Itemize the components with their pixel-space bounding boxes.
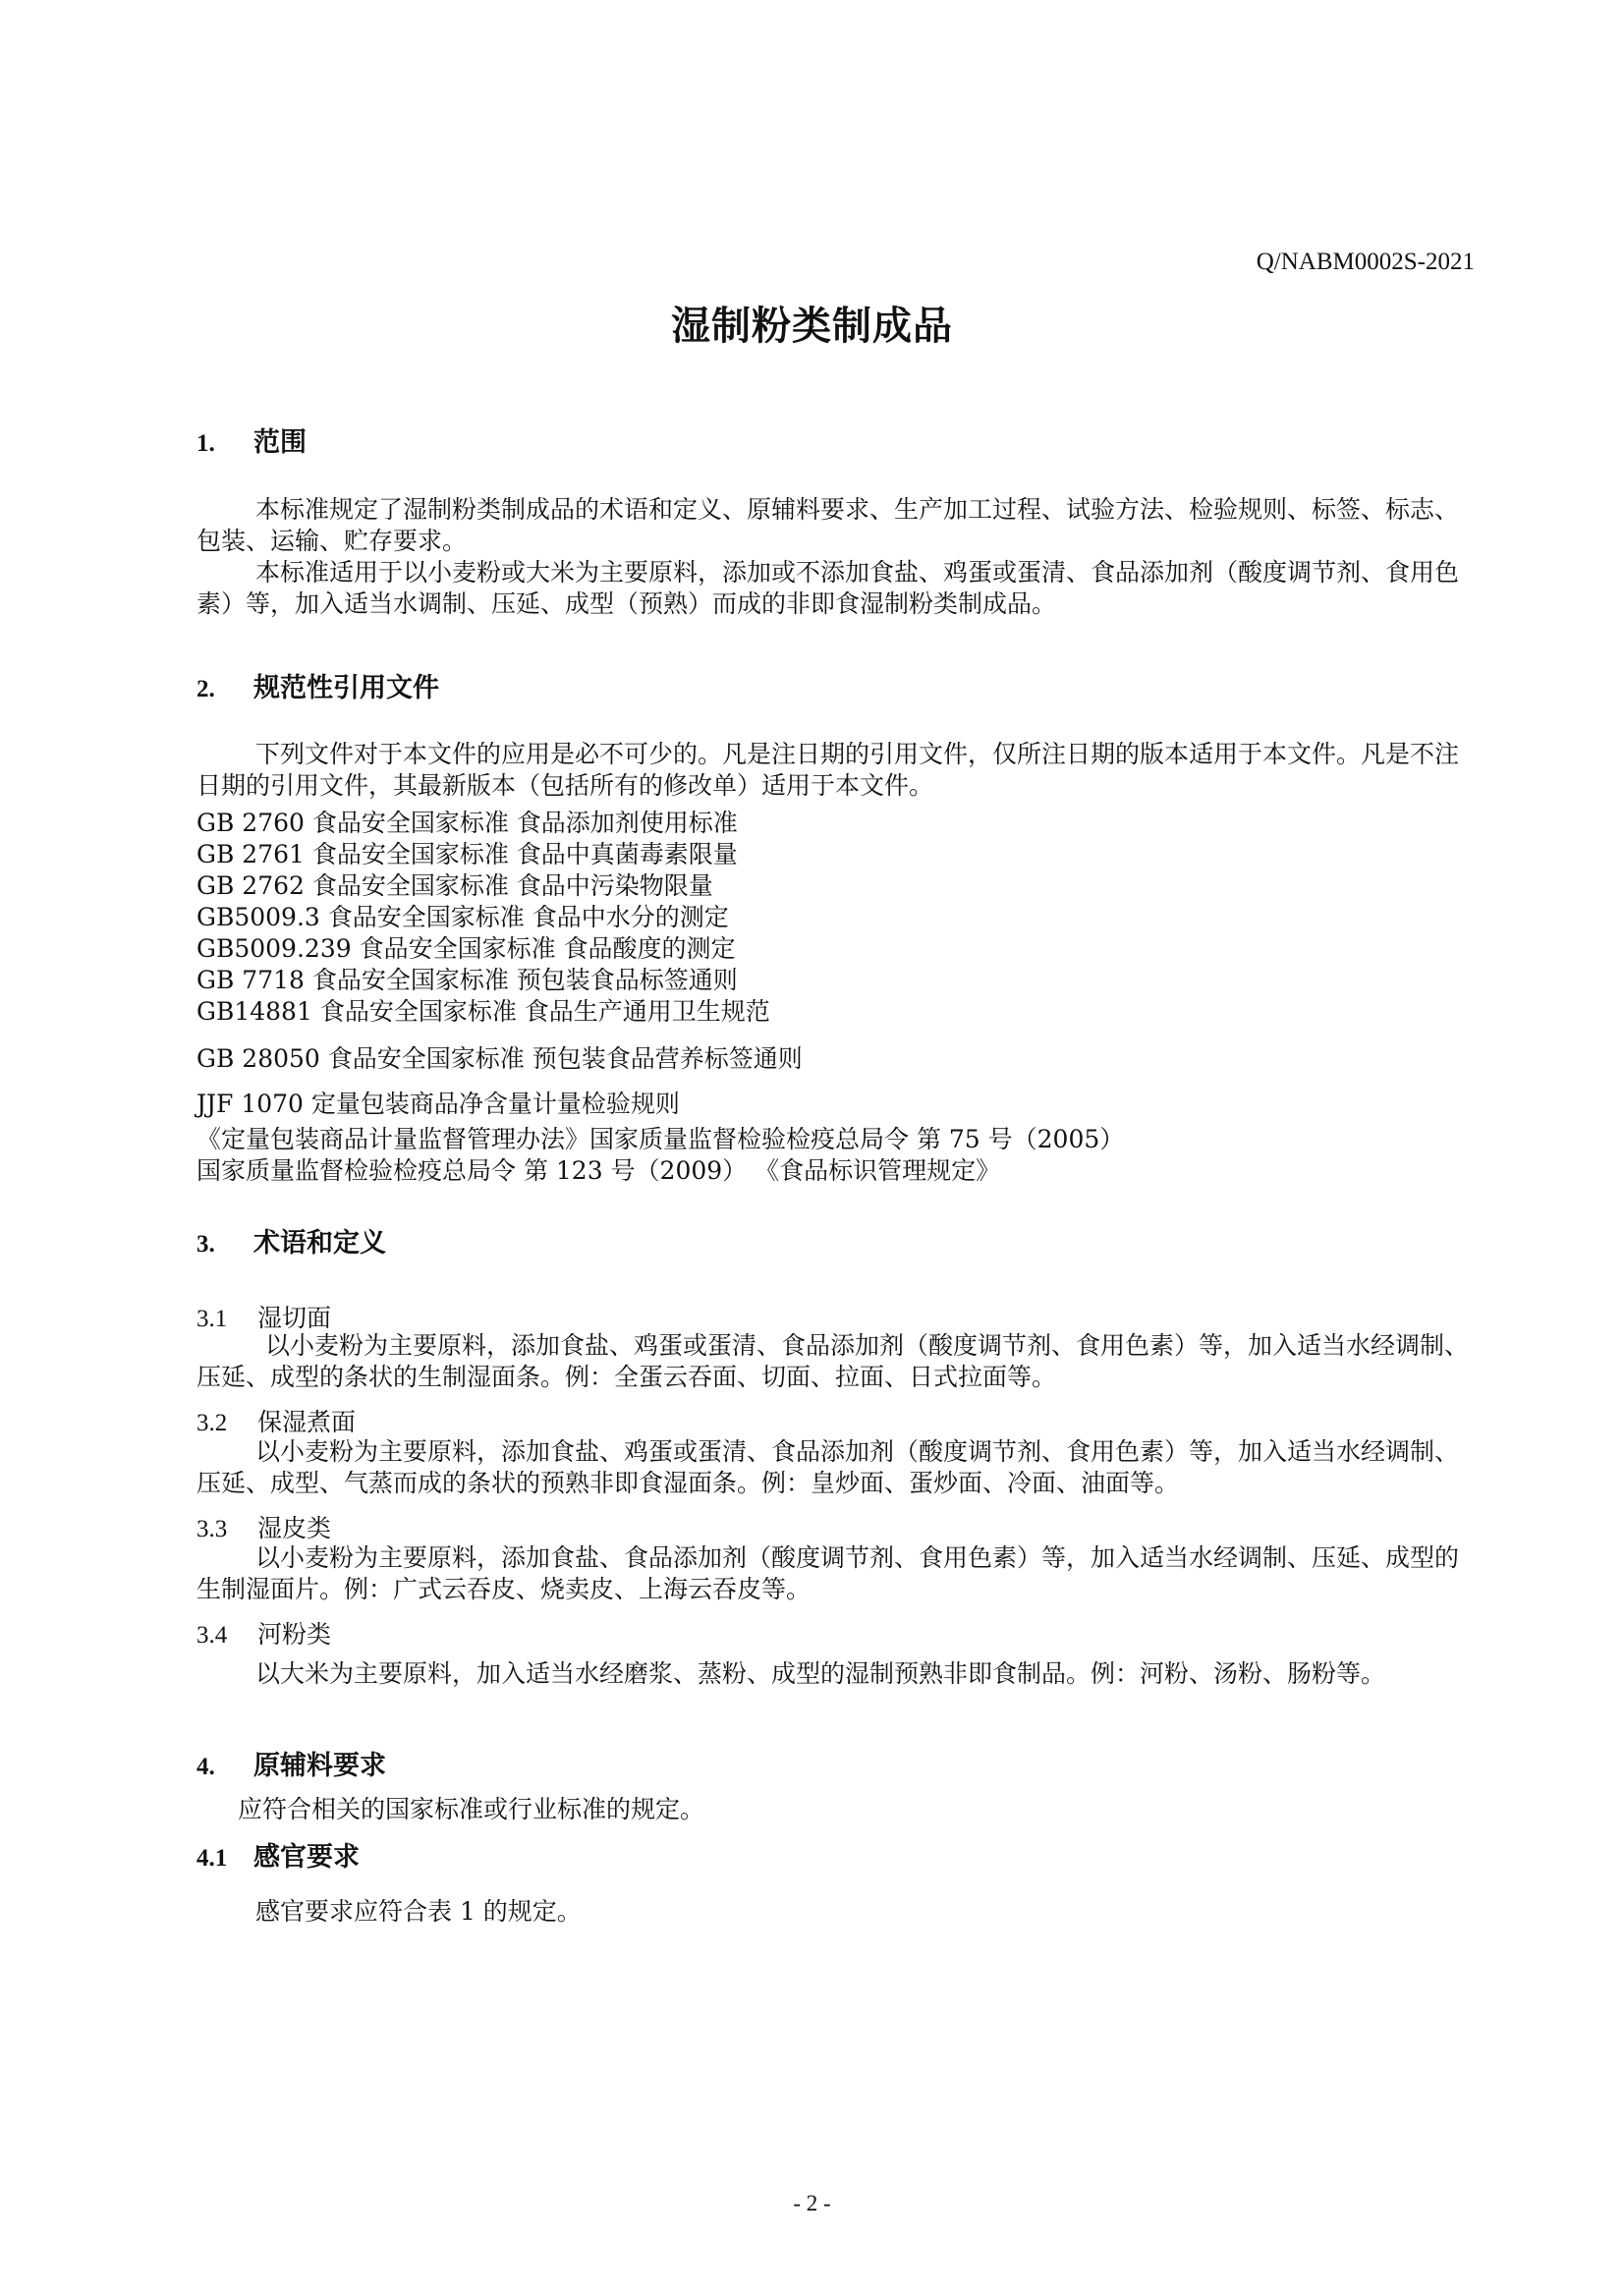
reference-item: 《定量包装商品计量监督管理办法》国家质量监督检验检疫总局令 第 75 号（2005） bbox=[196, 1125, 1125, 1153]
section-number: 2. bbox=[196, 676, 215, 702]
term-definition: 以小麦粉为主要原料，添加食盐、食品添加剂（酸度调节剂、食用色素）等，加入适当水经调制、压延、成型的生制湿面片。例：广式云吞皮、烧卖皮、上海云吞皮等。 bbox=[196, 1543, 1460, 1603]
reference-item: 国家质量监督检验检疫总局令 第 123 号（2009） 《食品标识管理规定》 bbox=[196, 1156, 1001, 1185]
term-name: 湿切面 bbox=[257, 1304, 332, 1332]
reference-item: GB14881 食品安全国家标准 食品生产通用卫生规范 bbox=[196, 997, 770, 1026]
section-number: 4. bbox=[196, 1754, 215, 1780]
term-number: 3.1 bbox=[196, 1306, 228, 1332]
term-heading bbox=[196, 1299, 331, 1334]
reference-item: GB5009.3 食品安全国家标准 食品中水分的测定 bbox=[196, 903, 729, 931]
section-number: 1. bbox=[196, 430, 215, 457]
section-number: 4.1 bbox=[196, 1845, 228, 1872]
term-number: 3.2 bbox=[196, 1410, 228, 1436]
paragraph: 本标准适用于以小麦粉或大米为主要原料，添加或不添加食盐、鸡蛋或蛋清、食品添加剂（酸度调节剂、食用色素）等，加入适当水调制、压延、成型（预熟）而成的非即食湿制粉类制成品。 bbox=[196, 558, 1460, 618]
section-heading-sensory bbox=[196, 1835, 360, 1874]
section-title: 术语和定义 bbox=[253, 1228, 386, 1259]
term-number: 3.3 bbox=[196, 1516, 228, 1542]
section-heading-references bbox=[196, 666, 439, 704]
document-title: 湿制粉类制成品 bbox=[671, 304, 953, 349]
reference-item: GB5009.239 食品安全国家标准 食品酸度的测定 bbox=[196, 934, 736, 963]
term-name: 湿皮类 bbox=[257, 1514, 332, 1542]
section-title: 感官要求 bbox=[253, 1842, 360, 1873]
reference-item: GB 2761 食品安全国家标准 食品中真菌毒素限量 bbox=[196, 840, 738, 868]
paragraph: 本标准规定了湿制粉类制成品的术语和定义、原辅料要求、生产加工过程、试验方法、检验规则、标签、标志、包装、运输、贮存要求。 bbox=[196, 495, 1460, 555]
paragraph: 下列文件对于本文件的应用是必不可少的。凡是注日期的引用文件，仅所注日期的版本适用于本文件。凡是不注日期的引用文件，其最新版本（包括所有的修改单）适用于本文件。 bbox=[196, 740, 1460, 800]
section-heading-scope bbox=[196, 420, 307, 459]
term-heading bbox=[196, 1615, 331, 1651]
reference-item: JJF 1070 定量包装商品净含量计量检验规则 bbox=[196, 1090, 680, 1118]
term-name: 河粉类 bbox=[257, 1620, 332, 1649]
document-code: Q/NABM0002S-2021 bbox=[1256, 249, 1475, 275]
page-number: - 2 - bbox=[793, 2191, 831, 2215]
section-title: 规范性引用文件 bbox=[253, 673, 439, 703]
section-number: 3. bbox=[196, 1231, 215, 1258]
term-number: 3.4 bbox=[196, 1622, 228, 1649]
reference-item: GB 28050 食品安全国家标准 预包装食品营养标签通则 bbox=[196, 1044, 803, 1073]
paragraph: 感官要求应符合表 1 的规定。 bbox=[255, 1897, 582, 1926]
section-heading-materials bbox=[196, 1744, 386, 1782]
section-title: 范围 bbox=[253, 427, 307, 458]
reference-item: GB 2760 食品安全国家标准 食品添加剂使用标准 bbox=[196, 809, 738, 837]
section-heading-terms bbox=[196, 1221, 386, 1259]
term-heading bbox=[196, 1509, 331, 1544]
section-title: 原辅料要求 bbox=[253, 1751, 386, 1781]
reference-item: GB 2762 食品安全国家标准 食品中污染物限量 bbox=[196, 871, 713, 900]
reference-item: GB 7718 食品安全国家标准 预包装食品标签通则 bbox=[196, 966, 738, 994]
term-name: 保湿煮面 bbox=[257, 1408, 357, 1436]
paragraph: 应符合相关的国家标准或行业标准的规定。 bbox=[238, 1795, 705, 1823]
term-heading bbox=[196, 1403, 356, 1438]
term-definition: 以小麦粉为主要原料，添加食盐、鸡蛋或蛋清、食品添加剂（酸度调节剂、食用色素）等，加入适当水经调制、压延、成型、气蒸而成的条状的预熟非即食湿面条。例：皇炒面、蛋炒面、冷面、油面等。 bbox=[196, 1437, 1460, 1497]
term-definition: 以小麦粉为主要原料，添加食盐、鸡蛋或蛋清、食品添加剂（酸度调节剂、食用色素）等，加入适当水经调制、压延、成型的条状的生制湿面条。例：全蛋云吞面、切面、拉面、日式拉面等。 bbox=[196, 1331, 1470, 1391]
term-definition: 以大米为主要原料，加入适当水经磨浆、蒸粉、成型的湿制预熟非即食制品。例：河粉、汤粉、肠粉等。 bbox=[255, 1659, 1386, 1688]
